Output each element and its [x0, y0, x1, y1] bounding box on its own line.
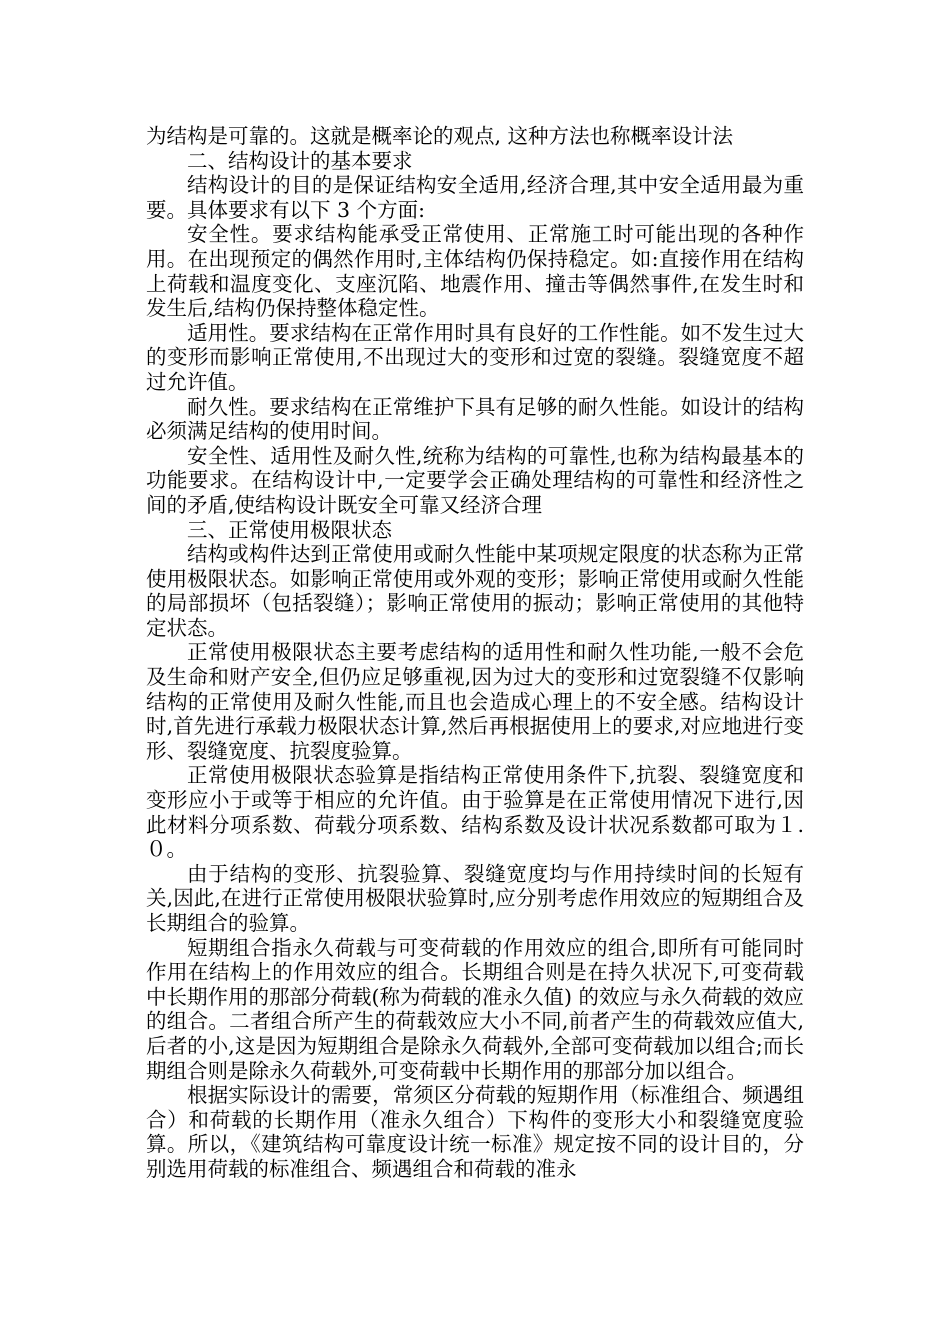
paragraph-duration-effects: 由于结构的变形、抗裂验算、裂缝宽度均与作用持续时间的长短有关,因此,在进行正常使用极限状验算时,应分别考虑作用效应的短期组合及长期组合的验算。 [146, 861, 804, 935]
paragraph-load-combinations: 短期组合指永久荷载与可变荷载的作用效应的组合,即所有可能同时作用在结构上的作用效应的组合。长期组合则是在持久状况下,可变荷载中长期作用的那部分荷载(称为荷载的准永久值) 的效应与永久荷载的效应的组合。二者组合所产生的荷载效应大小不同,前者产生的荷载效应值大,后者的小,这是因为短期组合是除永久荷载外,全部可变荷载加以组合;而长期组合则是除永久荷载外,可变荷载中长期作用的那部分加以组合。 [146, 935, 805, 1083]
paragraph-continuation: 为结构是可靠的。这就是概率论的观点, 这种方法也称概率设计法 [146, 124, 734, 148]
section-heading-2: 二、结构设计的基本要求 [187, 148, 413, 173]
paragraph-design-needs: 根据实际设计的需要，常须区分荷载的短期作用（标准组合、频遇组合）和荷载的长期作用（准永久组合）下构件的变形大小和裂缝宽度验算。所以，《建筑结构可靠度设计统一标准》规定按不同的设计目的，分别选用荷载的标准组合、频遇组合和荷载的准永 [146, 1083, 804, 1181]
paragraph-safety: 安全性。要求结构能承受正常使用、正常施工时可能出现的各种作用。在出现预定的偶然作用时,主体结构仍保持稳定。如:直接作用在结构上荷载和温度变化、支座沉陷、地震作用、撞击等偶然事件,在发生时和发生后,结构仍保持整体稳定性。 [146, 222, 804, 321]
paragraph-applicability: 适用性。要求结构在正常作用时具有良好的工作性能。如不发生过大的变形而影响正常使用,不出现过大的变形和过宽的裂缝。裂缝宽度不超过允许值。 [146, 320, 804, 394]
paragraph-serviceability-check: 正常使用极限状态验算是指结构正常使用条件下,抗裂、裂缝宽度和变形应小于或等于相应的允许值。由于验算是在正常使用情况下进行,因此材料分项系数、荷载分项系数、结构系数及设计状况系数都可取为１.０。 [146, 763, 804, 862]
document-body [146, 124, 804, 1182]
paragraph-reliability: 安全性、适用性及耐久性,统称为结构的可靠性,也称为结构最基本的功能要求。在结构设计中,一定要学会正确处理结构的可靠性和经济性之间的矛盾,使结构设计既安全可靠又经济合理 [146, 443, 804, 517]
paragraph-durability: 耐久性。要求结构在正常维护下具有足够的耐久性能。如设计的结构必须满足结构的使用时间。 [146, 394, 804, 444]
paragraph-serviceability-considerations: 正常使用极限状态主要考虑结构的适用性和耐久性功能,一般不会危及生命和财产安全,但仍应足够重视,因为过大的变形和过宽裂缝不仅影响结构的正常使用及耐久性能,而且也会造成心理上的不安全感。结构设计时,首先进行承载力极限状态计算,然后再根据使用上的要求,对应地进行变形、裂缝宽度、抗裂度验算。 [146, 640, 804, 763]
paragraph-design-purpose: 结构设计的目的是保证结构安全适用,经济合理,其中安全适用最为重要。具体要求有以下 3 个方面: [146, 173, 804, 222]
section-heading-3: 三、正常使用极限状态 [187, 517, 392, 542]
paragraph-serviceability-definition: 结构或构件达到正常使用或耐久性能中某项规定限度的状态称为正常使用极限状态。如影响正常使用或外观的变形；影响正常使用或耐久性能的局部损坏（包括裂缝）；影响正常使用的振动；影响正常使用的其他特定状态。 [146, 542, 804, 640]
